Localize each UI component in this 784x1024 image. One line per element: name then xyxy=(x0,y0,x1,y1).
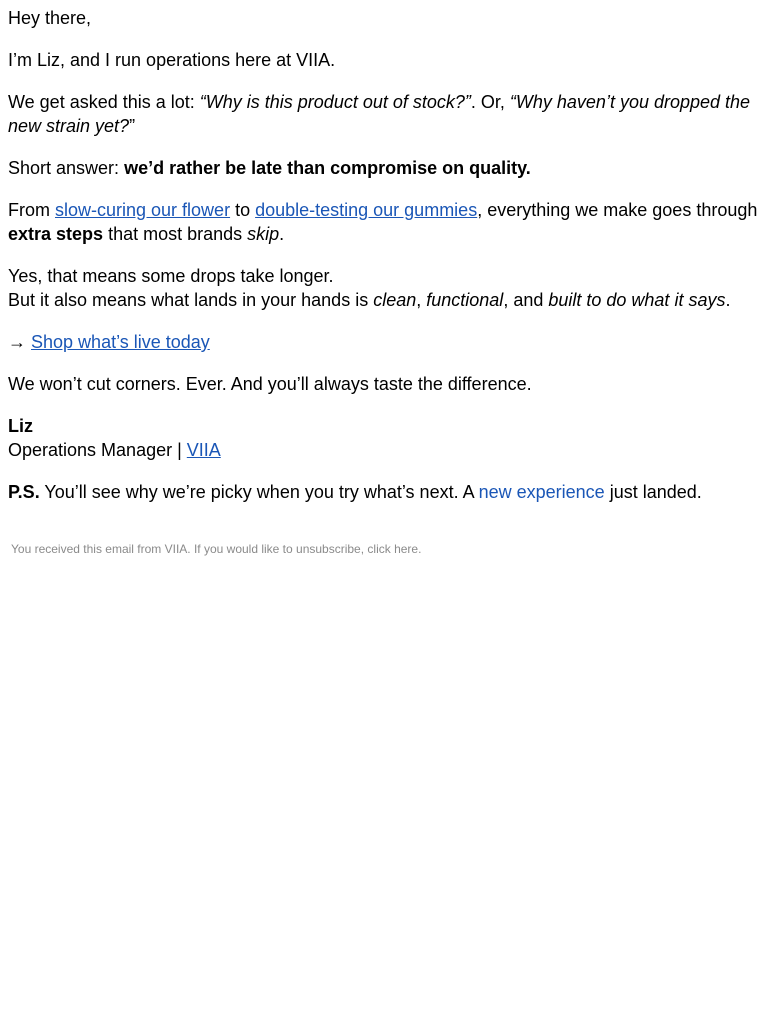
tradeoff-paragraph xyxy=(8,264,760,312)
short-answer-bold: we’d rather be late than compromise on quality. xyxy=(124,158,531,178)
question-paragraph xyxy=(8,90,760,138)
question-mid: . Or, xyxy=(470,92,510,112)
question-end: ” xyxy=(129,116,136,136)
unsubscribe-link[interactable]: click here xyxy=(367,542,419,556)
process-paragraph xyxy=(8,198,760,246)
email-footer xyxy=(8,541,760,557)
question-prefix: We get asked this a lot: xyxy=(8,92,200,112)
signature-name: Liz xyxy=(8,416,33,436)
ps-end: just landed. xyxy=(604,482,702,502)
signature xyxy=(8,414,760,462)
signature-title: Operations Manager | xyxy=(8,440,187,460)
most-brands-text: that most brands xyxy=(103,224,248,244)
and-word: , and xyxy=(503,290,549,310)
footer-text: You received this email from VIIA. If you would like to unsubscribe, xyxy=(11,542,368,556)
ps-text: You’ll see why we’re picky when you try what’s next. A xyxy=(39,482,479,502)
process-period: . xyxy=(279,224,285,244)
short-answer-paragraph xyxy=(8,156,760,180)
clean-italic: clean xyxy=(373,290,417,310)
comma-separator: , xyxy=(416,290,427,310)
from-rest: , everything we make goes through xyxy=(477,200,758,220)
greeting: Hey there, xyxy=(8,8,92,28)
corners-line: We won’t cut corners. Ever. And you’ll always taste the difference. xyxy=(8,374,532,394)
extra-steps-bold: extra steps xyxy=(8,224,104,244)
but-prefix: But it also means what lands in your hands is xyxy=(8,290,374,310)
viia-link[interactable]: VIIA xyxy=(186,440,221,460)
shop-paragraph xyxy=(8,330,760,354)
arrow-right-icon: → xyxy=(8,332,32,352)
double-testing-gummies-link[interactable]: double-testing our gummies xyxy=(255,200,478,220)
slow-curing-flower-link[interactable]: slow-curing our flower xyxy=(55,200,231,220)
ps-paragraph xyxy=(8,480,760,504)
yes-line: Yes, that means some drops take longer. xyxy=(8,266,334,286)
tradeoff-period: . xyxy=(725,290,731,310)
question-two: “Why haven’t you dropped the new strain yet? xyxy=(8,92,751,136)
to-word: to xyxy=(230,200,256,220)
short-answer-prefix: Short answer: xyxy=(8,158,125,178)
skip-italic: skip xyxy=(247,224,280,244)
functional-italic: functional xyxy=(426,290,504,310)
footer-end: . xyxy=(418,542,422,556)
built-italic: built to do what it says xyxy=(548,290,726,310)
from-prefix: From xyxy=(8,200,55,220)
shop-live-today-link[interactable]: Shop what’s live today xyxy=(31,332,210,352)
new-experience-link[interactable]: new experience xyxy=(478,482,605,502)
question-one: “Why is this product out of stock?” xyxy=(199,92,471,112)
intro-line: I’m Liz, and I run operations here at VIIA. xyxy=(8,50,336,70)
ps-label: P.S. xyxy=(8,482,40,502)
